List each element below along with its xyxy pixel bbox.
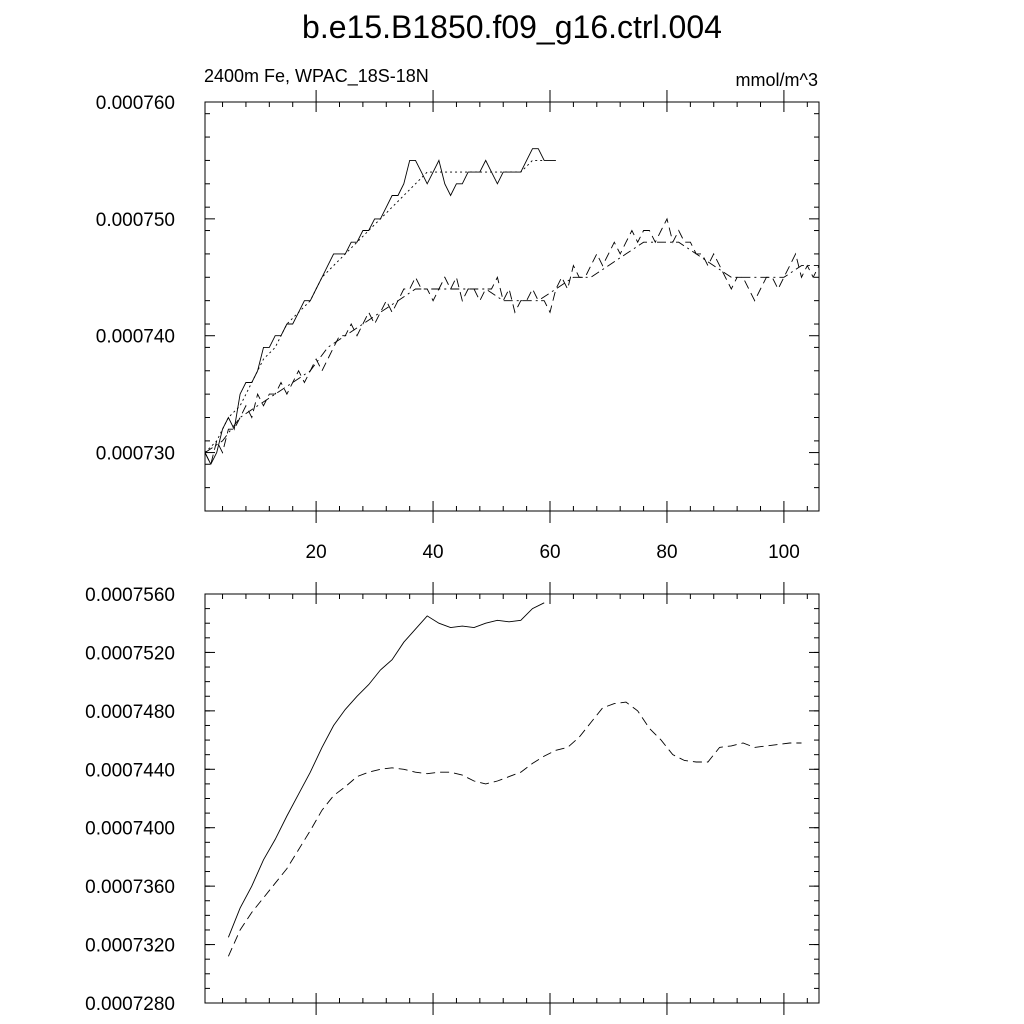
bottom-panel-y-tick-label: 0.0007360: [85, 877, 175, 899]
figure-title: b.e15.B1850.f09_g16.ctrl.004: [302, 9, 722, 45]
top-panel: [96, 66, 819, 563]
bottom-panel-y-tick-label: 0.0007280: [85, 994, 175, 1015]
top-panel-series-dash-line: [205, 219, 819, 464]
top-panel-series: [205, 149, 819, 465]
bottom-panel-y-tick-label: 0.0007480: [85, 701, 175, 723]
bottom-panel-ticks: [85, 582, 819, 1015]
bottom-panel-y-tick-label: 0.0007320: [85, 935, 175, 957]
bottom-panel-series: [228, 603, 801, 957]
bottom-panel-frame: [205, 594, 819, 1003]
top-panel-x-tick-label: 100: [768, 542, 800, 563]
top-panel-series-dot-line: [205, 160, 544, 452]
bottom-panel-y-tick-label: 0.0007400: [85, 818, 175, 840]
top-panel-x-tick-label: 60: [539, 542, 561, 563]
top-panel-right-label: mmol/m^3: [735, 70, 818, 90]
top-panel-series-solid-line: [205, 149, 556, 465]
bottom-panel-y-tick-label: 0.0007560: [85, 585, 175, 606]
top-panel-series-dash-dot-line: [205, 242, 819, 452]
bottom-panel: [85, 582, 819, 1015]
bottom-panel-y-tick-label: 0.0007520: [85, 643, 175, 665]
top-panel-left-label: 2400m Fe, WPAC_18S-18N: [204, 66, 429, 86]
top-panel-y-tick-label: 0.000760: [95, 93, 175, 114]
bottom-panel-y-tick-label: 0.0007440: [85, 760, 175, 782]
bottom-panel-series-solid-line: [228, 603, 544, 938]
top-panel-y-tick-label: 0.000740: [95, 326, 175, 348]
top-panel-y-tick-label: 0.000750: [95, 209, 175, 231]
top-panel-y-tick-label: 0.000730: [95, 443, 175, 465]
top-panel-frame: [205, 102, 819, 511]
top-panel-x-tick-label: 80: [656, 542, 678, 563]
bottom-panel-series-dash-line: [228, 702, 801, 956]
top-panel-ticks: [96, 90, 819, 563]
top-panel-x-tick-label: 40: [422, 542, 444, 563]
top-panel-x-tick-label: 20: [305, 542, 327, 563]
